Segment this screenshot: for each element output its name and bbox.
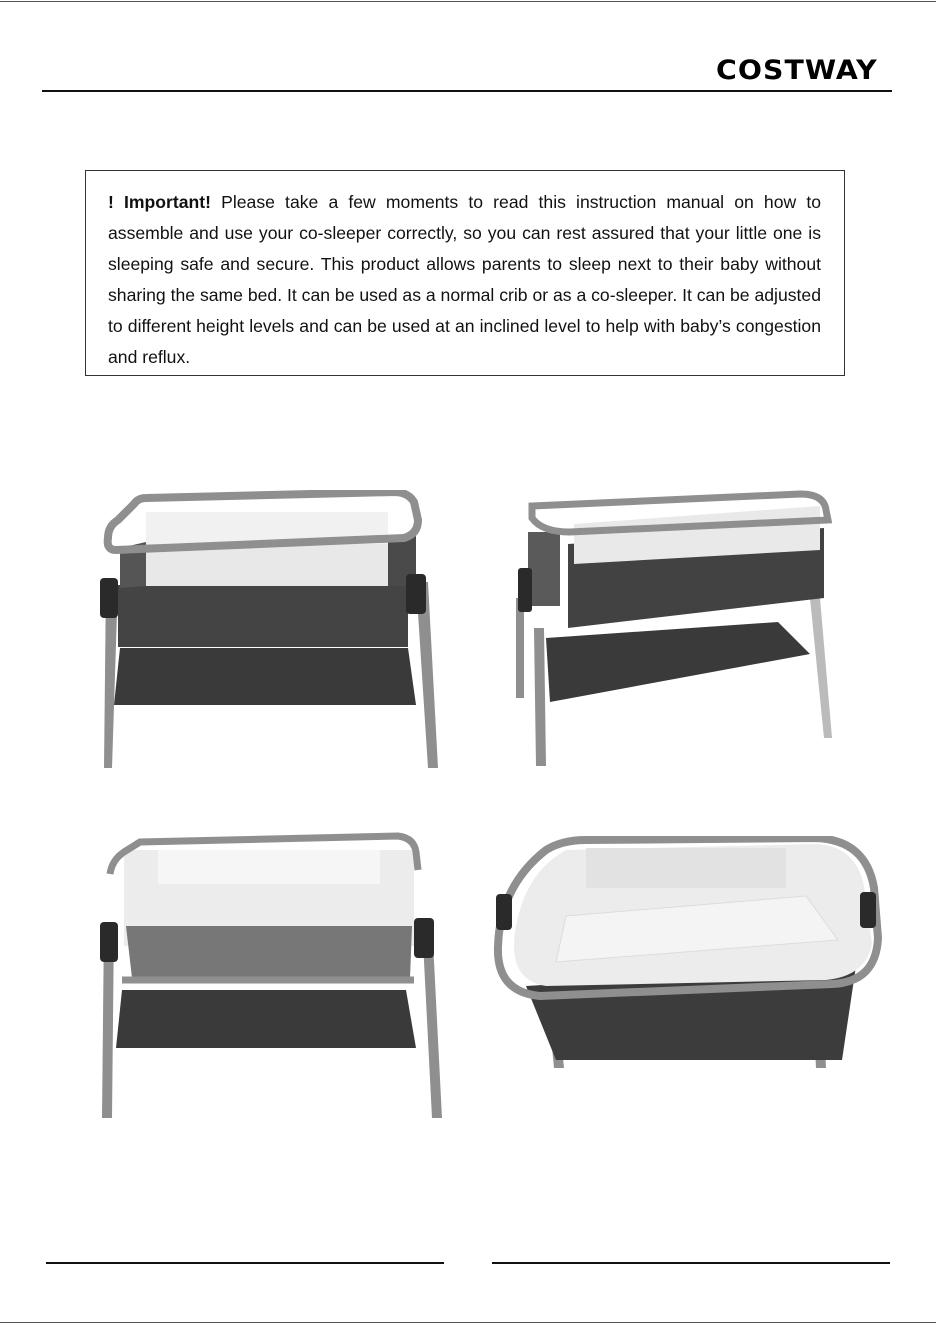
footer-divider-right	[492, 1262, 890, 1264]
co-sleeper-angled-view	[510, 488, 840, 772]
co-sleeper-front-view	[98, 490, 444, 772]
co-sleeper-top-view	[486, 836, 886, 1070]
crib-photo-icon	[98, 830, 444, 1122]
co-sleeper-side-lowered	[98, 830, 444, 1122]
footer-divider-left	[46, 1262, 444, 1264]
notice-text: Please take a few moments to read this instruction manual on how to assemble and use your co-sleeper correctly, so you can rest assured that your little one is sleeping safe and secure. This product allows parents to sleep next to their baby without sharing the same bed. It can be used as a normal crib or as a co-sleeper. It can be adjusted to different height levels and can be used at an inclined level to help with baby’s congestion and reflux.	[108, 192, 822, 367]
crib-photo-icon	[510, 488, 840, 772]
crib-photo-icon	[98, 490, 444, 772]
header-divider	[42, 90, 892, 92]
important-notice-box	[85, 170, 845, 376]
costway-logo: COSTWAY	[716, 55, 878, 86]
crib-photo-icon	[486, 836, 886, 1070]
top-border	[0, 1, 936, 2]
important-label: ! Important!	[108, 192, 211, 212]
bottom-border	[0, 1322, 936, 1323]
